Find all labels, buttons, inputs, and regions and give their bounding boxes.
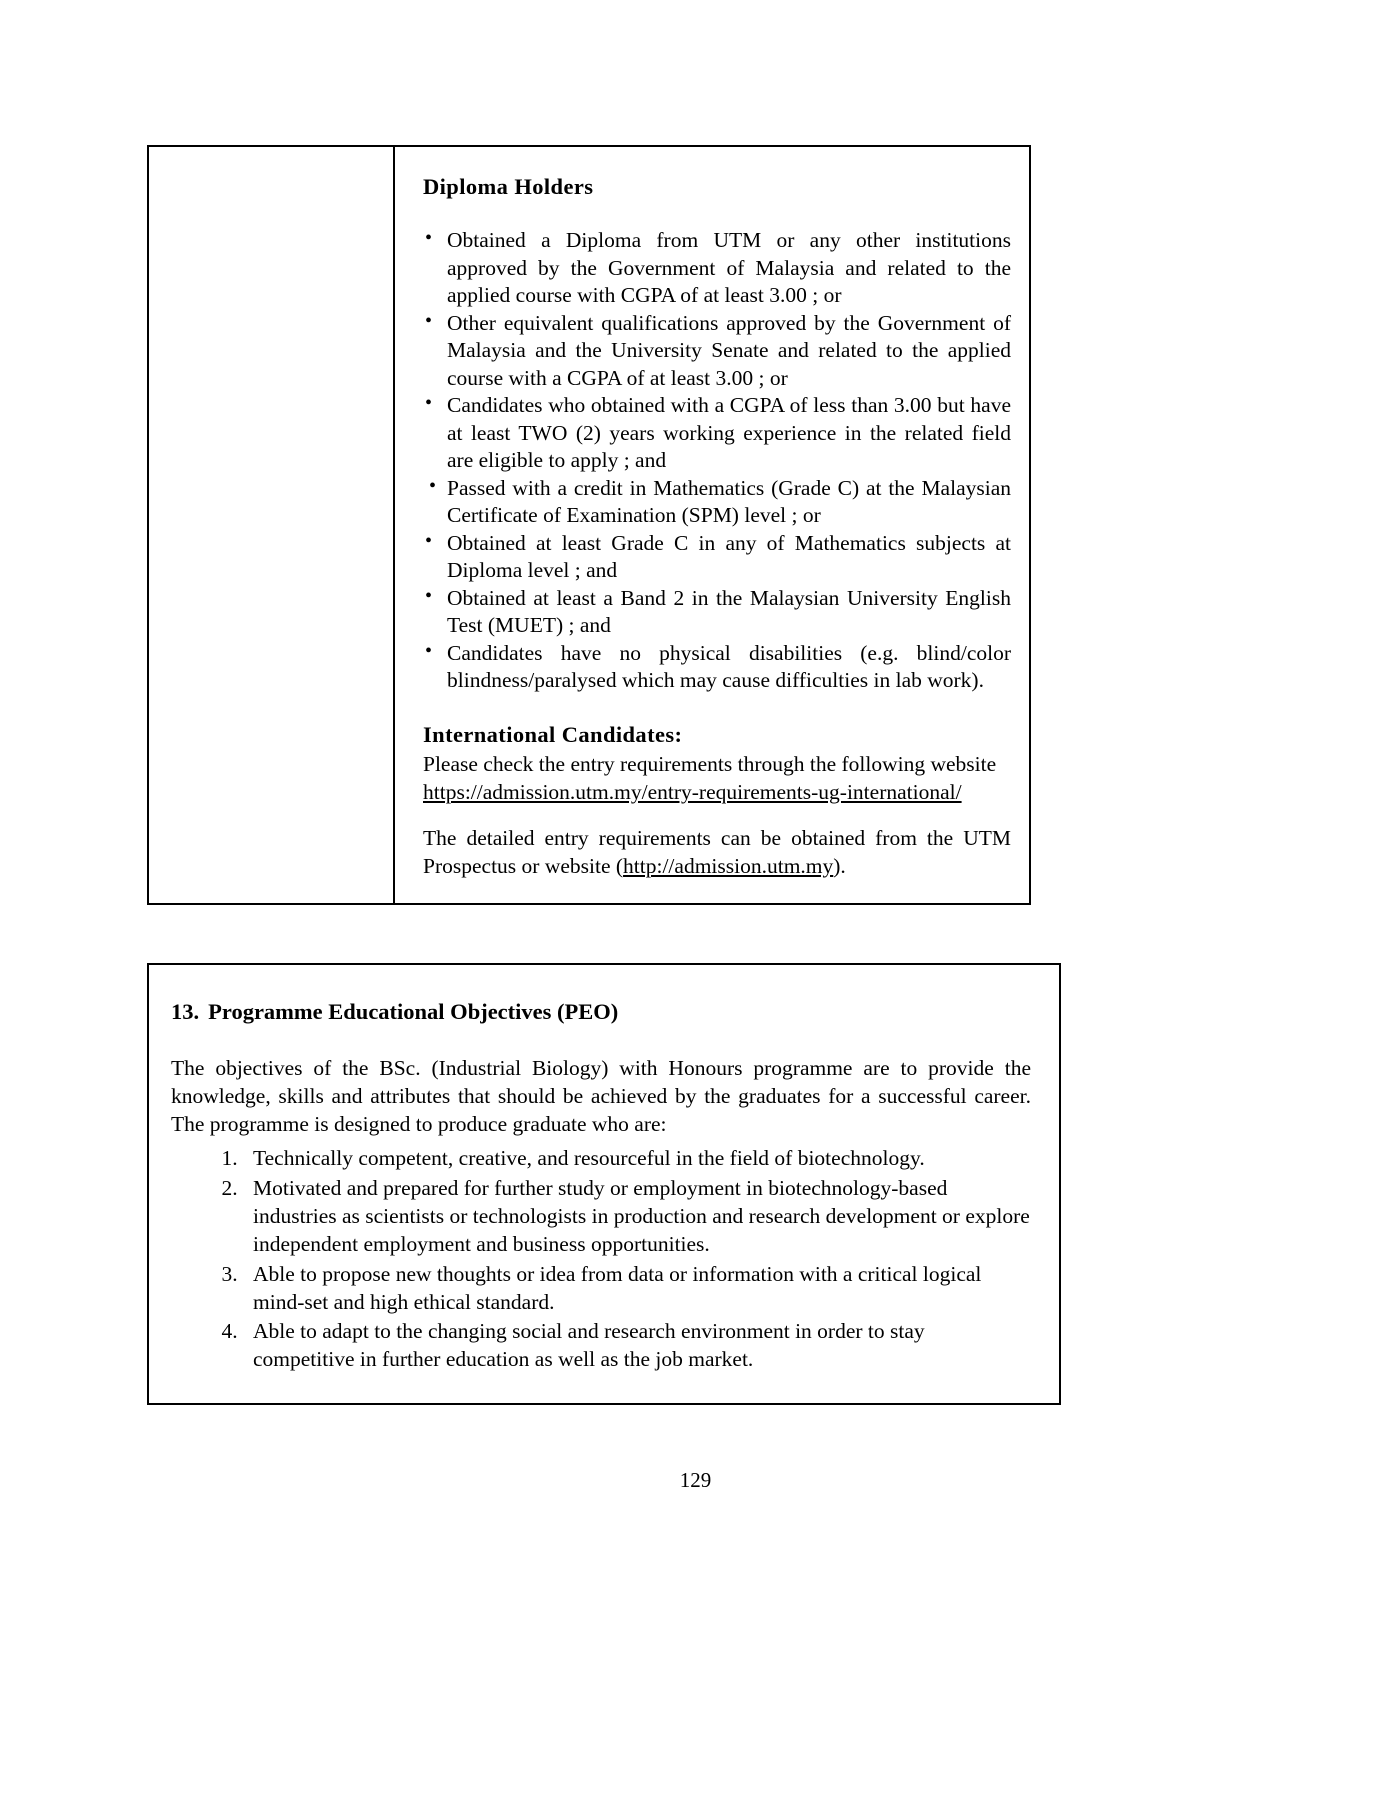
peo-heading — [171, 999, 1031, 1025]
peo-section-title: Programme Educational Objectives (PEO) — [208, 999, 619, 1024]
entry-requirements-table — [147, 145, 1031, 905]
diploma-holders-heading: Diploma Holders — [423, 174, 594, 199]
admission-website-link[interactable]: http://admission.utm.my — [623, 853, 834, 878]
list-item: • Passed with a credit in Mathematics (Grade C) at the Malaysian Certificate of Examination (SPM) level ; or — [423, 475, 1011, 530]
peo-section-number: 13. — [171, 999, 200, 1024]
list-item: • Obtained at least a Band 2 in the Malaysian University English Test (MUET) ; and — [423, 585, 1011, 640]
list-item: • Candidates who obtained with a CGPA of less than 3.00 but have at least TWO (2) years working experience in the related field are eligible to apply ; and — [423, 392, 1011, 475]
peo-intro-paragraph: The objectives of the BSc. (Industrial Biology) with Honours programme are to provide the knowledge, skills and attributes that should be achieved by the graduates for a successful career. The programme is designed to produce graduate who are: — [171, 1056, 1031, 1136]
table-left-column-empty — [149, 147, 395, 903]
list-item: • Candidates have no physical disabilities (e.g. blind/color blindness/paralysed which may cause difficulties in lab work). — [423, 640, 1011, 695]
international-candidates-intro: Please check the entry requirements through the following website — [423, 752, 997, 777]
international-requirements-link[interactable]: https://admission.utm.my/entry-requirements-ug-international/ — [423, 779, 962, 804]
detailed-requirements-paragraph — [423, 825, 1011, 881]
detailed-requirements-text-after: ). — [833, 853, 846, 878]
list-item: 4. Able to adapt to the changing social and research environment in order to stay competitive in further education as well as the job market. — [243, 1318, 1031, 1374]
table-right-column-content — [395, 147, 1029, 903]
list-item: 3. Able to propose new thoughts or idea from data or information with a critical logical mind-set and high ethical standard. — [243, 1261, 1031, 1317]
list-item: 1. Technically competent, creative, and resourceful in the field of biotechnology. — [243, 1145, 1031, 1173]
list-item: 2. Motivated and prepared for further study or employment in biotechnology-based industries as scientists or technologists in production and research development or explore independent employment and business opportunities. — [243, 1175, 1031, 1259]
peo-objectives-list — [171, 1145, 1031, 1375]
list-item: • Other equivalent qualifications approved by the Government of Malaysia and the University Senate and related to the applied course with a CGPA of at least 3.00 ; or — [423, 310, 1011, 393]
diploma-requirements-list — [423, 227, 1011, 695]
detailed-requirements-text-before: The detailed entry requirements can be obtained from the UTM Prospectus or website ( — [423, 825, 1011, 878]
list-item: • Obtained a Diploma from UTM or any other institutions approved by the Government of Malaysia and related to the applied course with CGPA of at least 3.00 ; or — [423, 227, 1011, 310]
international-candidates-heading: International Candidates: — [423, 721, 683, 747]
international-link-line — [423, 779, 1011, 807]
page-number: 129 — [679, 1468, 712, 1492]
peo-section-box — [147, 963, 1061, 1405]
list-item: • Obtained at least Grade C in any of Mathematics subjects at Diploma level ; and — [423, 530, 1011, 585]
